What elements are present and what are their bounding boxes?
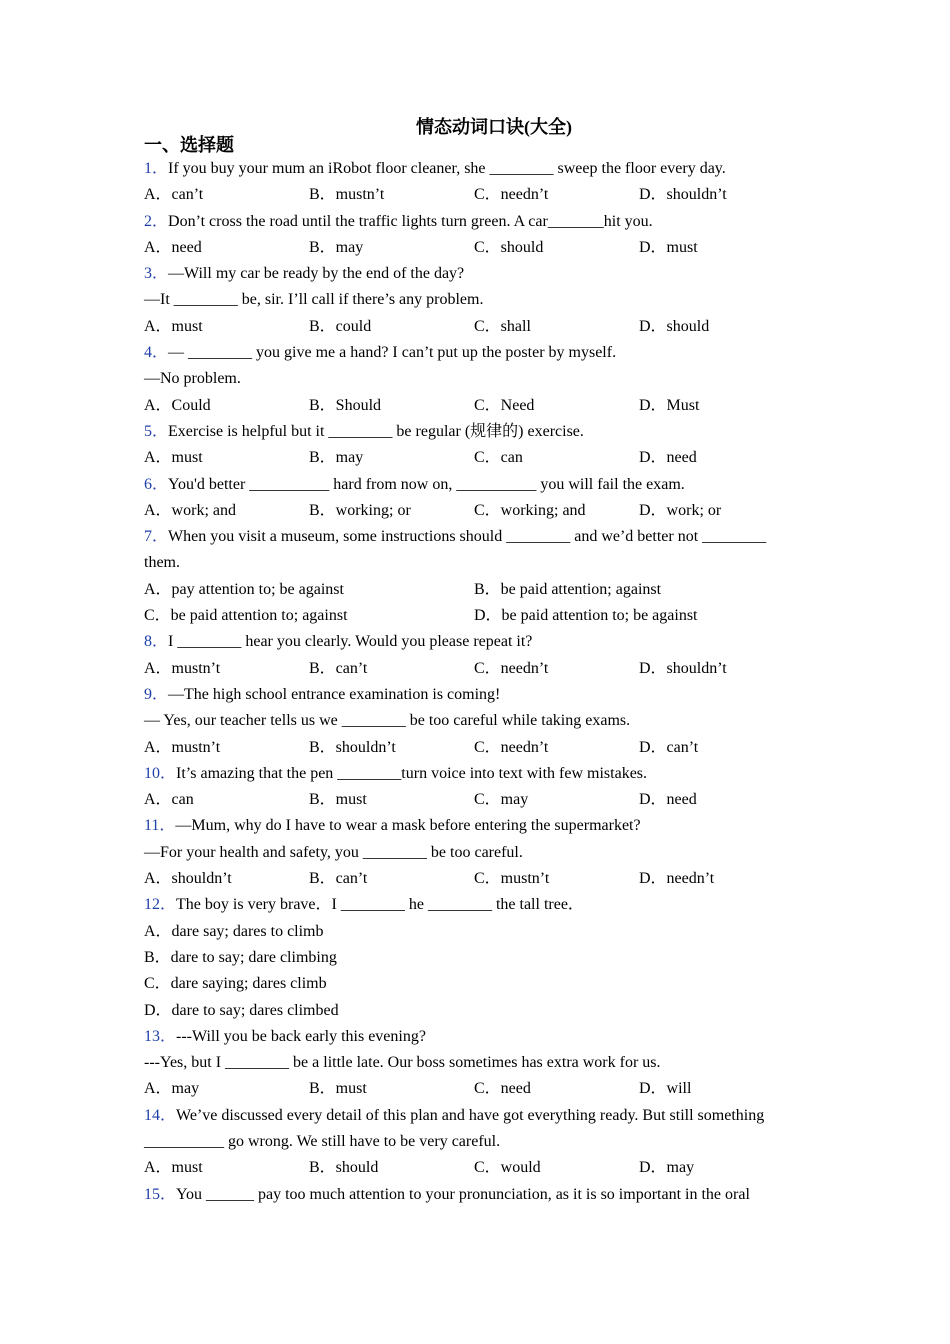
option: A．need <box>144 238 202 256</box>
question <box>144 209 804 262</box>
question-number: 10． <box>144 764 177 782</box>
options-row <box>144 235 804 261</box>
question-text: We’ve discussed every detail of this plan and have got everything ready. But still something __________ go wrong. We still have to be very careful. <box>144 1106 765 1150</box>
option: D．be paid attention to; be against <box>474 607 698 625</box>
question-text: When you visit a museum, some instructions should ________ and we’d better not ________ them. <box>144 528 767 572</box>
option: C．working; and <box>474 501 586 519</box>
question-number: 2． <box>144 212 169 230</box>
question <box>144 156 804 209</box>
document-page <box>144 114 804 1208</box>
option: C．can <box>474 449 523 467</box>
options-row <box>144 866 804 892</box>
question-text: The boy is very brave．I ________ he ________ the tall tree． <box>176 896 584 914</box>
option: D．shouldn’t <box>639 659 727 677</box>
options-row <box>144 735 804 761</box>
options-row <box>144 603 804 629</box>
question-number: 12． <box>144 896 177 914</box>
option: D．will <box>639 1080 692 1098</box>
question-text: ---Will you be back early this evening? <box>176 1027 426 1045</box>
option: C．mustn’t <box>474 870 550 888</box>
option: C．be paid attention to; against <box>144 607 348 625</box>
option: B．Should <box>309 396 382 414</box>
option: B．can’t <box>309 659 368 677</box>
option: D．need <box>639 449 697 467</box>
option: A．can’t <box>144 186 204 204</box>
option: C．should <box>474 238 544 256</box>
question-text: —Mum, why do I have to wear a mask before entering the supermarket? <box>175 817 641 835</box>
options-row <box>144 445 804 471</box>
option: C．dare saying; dares climb <box>144 975 327 993</box>
option: C．shall <box>474 317 531 335</box>
question-text: —The high school entrance examination is coming! <box>168 685 501 703</box>
question-text: — Yes, our teacher tells us we ________ be too careful while taking exams. <box>144 712 631 730</box>
option: A．pay attention to; be against <box>144 580 344 598</box>
option: A．Could <box>144 396 211 414</box>
options-row <box>144 1076 804 1102</box>
options-row <box>144 1155 804 1181</box>
question-number: 4． <box>144 344 169 362</box>
options-row <box>144 787 804 813</box>
question <box>144 524 804 629</box>
option: D．work; or <box>639 501 722 519</box>
options-row <box>144 314 804 340</box>
option: B．be paid attention; against <box>474 580 662 598</box>
section-heading: 一、选择题 <box>144 135 234 155</box>
option: B．must <box>309 791 367 809</box>
question-text: Don’t cross the road until the traffic lights turn green. A car_______hit you. <box>168 212 653 230</box>
question <box>144 629 804 682</box>
question-text: — ________ you give me a hand? I can’t put up the poster by myself. <box>168 344 617 362</box>
options-row <box>144 577 804 603</box>
option: B．may <box>309 238 364 256</box>
option: B．dare to say; dare climbing <box>144 948 337 966</box>
question-text: You'd better __________ hard from now on, __________ you will fail the exam. <box>168 475 685 493</box>
option: D．needn’t <box>639 870 715 888</box>
question-text: —No problem. <box>144 370 241 388</box>
question-number: 9． <box>144 685 169 703</box>
option: C．needn’t <box>474 659 549 677</box>
option: D．can’t <box>639 738 699 756</box>
question <box>144 761 804 814</box>
question-number: 5． <box>144 422 169 440</box>
question <box>144 1024 804 1103</box>
option: C．need <box>474 1080 531 1098</box>
question-number: 13． <box>144 1027 177 1045</box>
question-text: —It ________ be, sir. I’ll call if there’s any problem. <box>144 291 484 309</box>
question-text: —Will my car be ready by the end of the day? <box>168 265 465 283</box>
question-number: 15． <box>144 1185 177 1203</box>
option: C．Need <box>474 396 535 414</box>
option: D．shouldn’t <box>639 186 727 204</box>
options-row <box>144 393 804 419</box>
question-number: 1． <box>144 160 169 177</box>
question-text: —For your health and safety, you ________ be too careful. <box>144 843 523 861</box>
question <box>144 419 804 472</box>
question-number: 14． <box>144 1106 177 1124</box>
option: A．can <box>144 791 194 809</box>
option: A．may <box>144 1080 200 1098</box>
option: D．Must <box>639 396 700 414</box>
option: B．shouldn’t <box>309 738 396 756</box>
option: A．shouldn’t <box>144 870 232 888</box>
option: B．mustn’t <box>309 186 385 204</box>
question-number: 3． <box>144 265 169 283</box>
option: D．must <box>639 238 698 256</box>
option: C．needn’t <box>474 186 549 204</box>
option: A．mustn’t <box>144 659 221 677</box>
option: A．mustn’t <box>144 738 221 756</box>
options-row <box>144 182 804 208</box>
option: A．must <box>144 1159 203 1177</box>
option: C．may <box>474 791 529 809</box>
question <box>144 1103 804 1182</box>
option: D．need <box>639 791 697 809</box>
question <box>144 472 804 525</box>
option: C．would <box>474 1159 541 1177</box>
question-text: You ______ pay too much attention to your pronunciation, as it is so important in the oral <box>176 1185 750 1203</box>
option: C．needn’t <box>474 738 549 756</box>
question-number: 8． <box>144 633 169 651</box>
question <box>144 1182 804 1208</box>
question-number: 6． <box>144 475 169 493</box>
question <box>144 261 804 340</box>
question <box>144 682 804 761</box>
question-text: ---Yes, but I ________ be a little late. Our boss sometimes has extra work for us. <box>144 1054 661 1072</box>
option: A．dare say; dares to climb <box>144 922 324 940</box>
option: B．should <box>309 1159 379 1177</box>
question-text: It’s amazing that the pen ________turn voice into text with few mistakes. <box>176 764 648 782</box>
question <box>144 813 804 892</box>
option: B．could <box>309 317 372 335</box>
question <box>144 340 804 419</box>
question-text: If you buy your mum an iRobot floor cleaner, she ________ sweep the floor every day. <box>168 160 726 177</box>
question-text: Exercise is helpful but it ________ be regular (规律的) exercise. <box>168 422 584 440</box>
question-text: I ________ hear you clearly. Would you please repeat it? <box>168 633 533 651</box>
option: B．can’t <box>309 870 368 888</box>
option: D．should <box>639 317 710 335</box>
option: B．may <box>309 449 364 467</box>
question <box>144 892 804 1023</box>
option: B．must <box>309 1080 367 1098</box>
option: A．work; and <box>144 501 236 519</box>
options-row <box>144 498 804 524</box>
option: A．must <box>144 449 203 467</box>
page-title: 情态动词口诀(大全) <box>416 117 572 137</box>
option: B．working; or <box>309 501 411 519</box>
option: A．must <box>144 317 203 335</box>
option: D．dare to say; dares climbed <box>144 1001 339 1019</box>
question-number: 7． <box>144 528 169 546</box>
options-row <box>144 656 804 682</box>
question-number: 11． <box>144 817 176 835</box>
option: D．may <box>639 1159 695 1177</box>
